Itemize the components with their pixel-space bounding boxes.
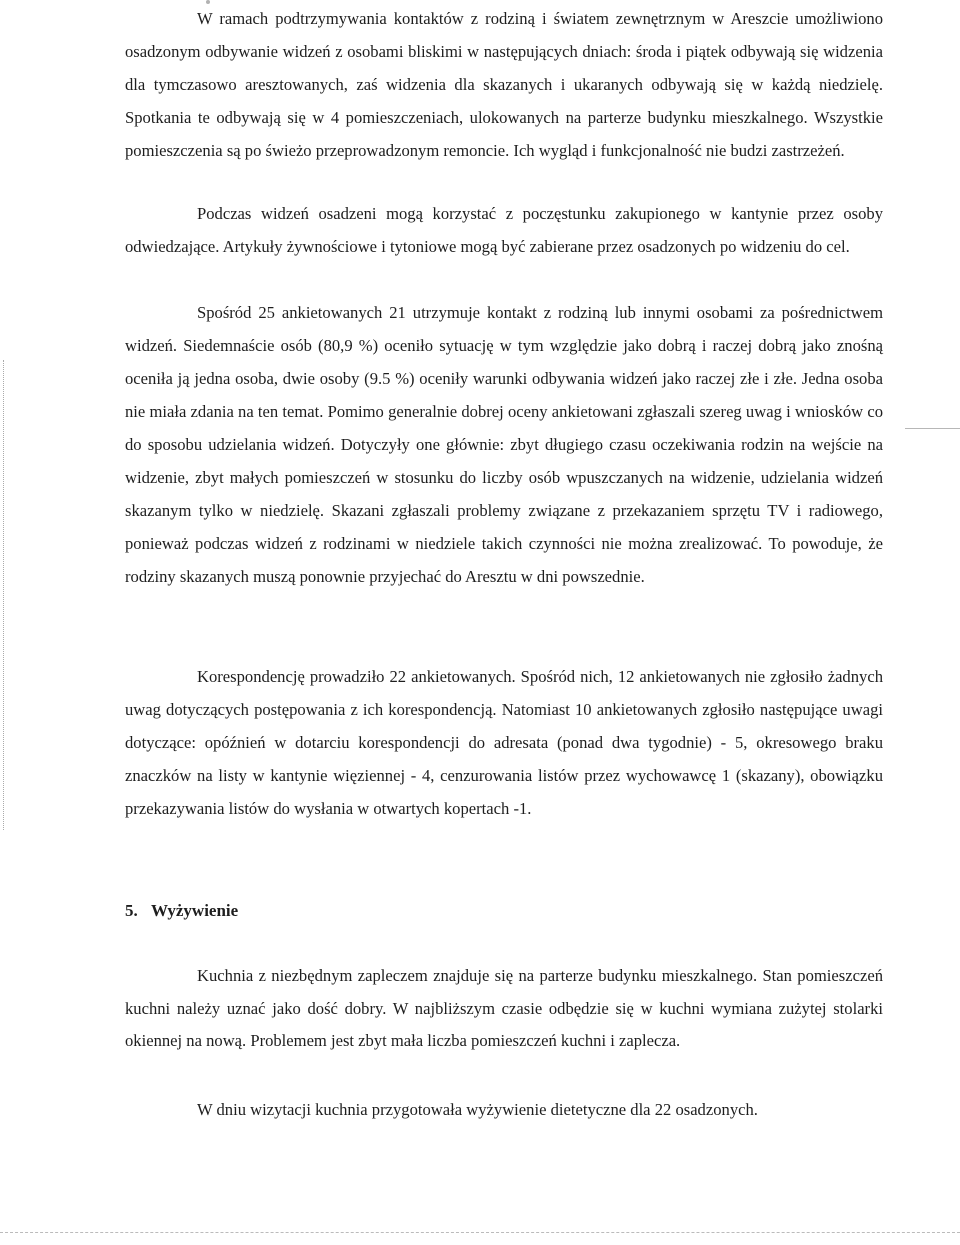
scan-edge-bottom	[0, 1232, 960, 1234]
paragraph-refreshments: Podczas widzeń osadzeni mogą korzystać z poczęstunku zakupionego w kantynie przez osoby odwiedzające. Artykuły żywnościowe i tytoniowe mogą być zabierane przez osadzonych po widzeniu do cel.	[125, 204, 883, 256]
paragraph-diet: W dniu wizytacji kuchnia przygotowała wyżywienie dietetyczne dla 22 osadzonych.	[197, 1100, 758, 1119]
section-number: 5.	[125, 901, 138, 920]
section-title: Wyżywienie	[151, 901, 239, 920]
paragraph-kitchen: Kuchnia z niezbędnym zapleczem znajduje się na parterze budynku mieszkalnego. Stan pomieszczeń kuchni należy uznać jako dość dobry. W najbliższym czasie odbędzie się w kuchni wymiana zużytej stolarki okiennej na nową. Problemem jest zbyt mała liczba pomieszczeń kuchni i zaplecza.	[125, 966, 883, 1050]
scan-edge-left	[3, 360, 5, 830]
paragraph-visits-schedule: W ramach podtrzymywania kontaktów z rodziną i światem zewnętrznym w Areszcie umożliwiono osadzonym odbywanie widzeń z osobami bliskimi w następujących dniach: środa i piątek odbywają się widzenia dla tymczasowo aresztowanych, zaś widzenia dla skazanych i ukaranych odbywają się w każdą niedzielę. Spotkania te odbywają się w 4 pomieszczeniach, ulokowanych na parterze budynku mieszkalnego. Wszystkie pomieszczenia są po świeżo przeprowadzonym remoncie. Ich wygląd i funkcjonalność nie budzi zastrzeżeń.	[125, 9, 883, 160]
scan-mark-right	[905, 428, 960, 429]
scan-speck	[206, 0, 210, 4]
paragraph-correspondence: Korespondencję prowadziło 22 ankietowanych. Spośród nich, 12 ankietowanych nie zgłosiło żadnych uwag dotyczących postępowania z ich korespondencją. Natomiast 10 ankietowanych zgłosiło następujące uwagi dotyczące: opóźnień w dotarciu korespondencji do adresata (ponad dwa tygodnie) - 5, okresowego braku znaczków na listy w kantynie więziennej - 4, cenzurowania listów przez wychowawcę 1 (skazany), obowiązku przekazywania listów do wysłania w otwartych kopertach -1.	[125, 667, 883, 818]
paragraph-survey-visits: Spośród 25 ankietowanych 21 utrzymuje kontakt z rodziną lub innymi osobami za pośrednictwem widzeń. Siedemnaście osób (80,9 %) oceniło sytuację w tym względzie jako dobrą i raczej dobrą jako znośną oceniła ją jedna osoba, dwie osoby (9.5 %) oceniły warunki odbywania widzeń jako raczej złe i złe. Jedna osoba nie miała zdania na ten temat. Pomimo generalnie dobrej oceny ankietowani zgłaszali szereg uwag i wniosków co do sposobu udzielania widzeń. Dotyczyły one głównie: zbyt długiego czasu oczekiwania rodzin na wejście na widzenie, zbyt małych pomieszczeń w stosunku do liczby osób wpuszczanych na widzenie, udzielania widzeń skazanym tylko w niedzielę. Skazani zgłaszali problemy związane z przekazaniem sprzętu TV i radiowego, ponieważ podczas widzeń z rodzinami w niedziele takich czynności nie można zrealizować. To powoduje, że rodziny skazanych muszą ponownie przyjechać do Aresztu w dni powszednie.	[125, 303, 883, 586]
section-heading	[125, 896, 238, 926]
